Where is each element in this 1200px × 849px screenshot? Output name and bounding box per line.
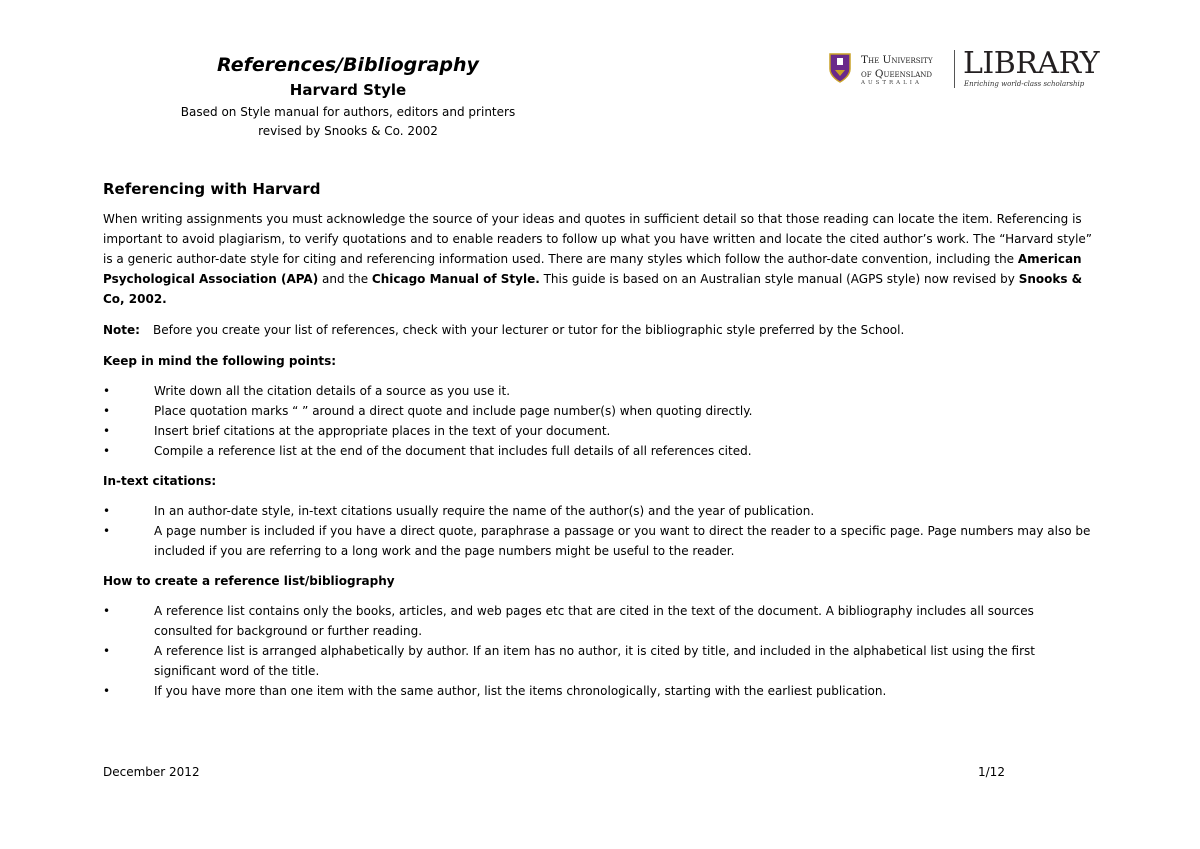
- footer-date: December 2012: [103, 765, 200, 779]
- page-number: 1/12: [978, 765, 1005, 779]
- list-item: [103, 641, 1093, 681]
- list-item-text: A reference list contains only the books, articles, and web pages etc that are cited in the text of the document. A bibliography includes all sources consulted for background or further reading.: [154, 604, 1034, 638]
- style-basis: [160, 103, 536, 141]
- keep-in-mind-heading: Keep in mind the following points:: [103, 354, 337, 368]
- library-tagline: Enriching world-class scholarship: [964, 80, 1085, 88]
- in-text-citations-list: [103, 501, 1093, 561]
- list-item: [103, 681, 1093, 701]
- list-item-text: If you have more than one item with the same author, list the items chronologically, starting with the earliest publication.: [154, 684, 887, 698]
- list-item: [103, 441, 1093, 461]
- bullet-icon: •: [103, 684, 111, 698]
- style-basis-line-1: Based on Style manual for authors, editors and printers: [180, 105, 516, 119]
- document-body: [103, 178, 1093, 711]
- list-item: [103, 421, 1093, 441]
- snooks-citation: Snooks & Co, 2002.: [103, 272, 1083, 306]
- library-wordmark: LIBRARY: [963, 46, 1100, 81]
- bullet-icon: •: [103, 504, 111, 518]
- list-item: [103, 501, 1093, 521]
- list-item-text: In an author-date style, in-text citations usually require the name of the author(s) and the year of publication.: [154, 504, 815, 518]
- document-subtitle: Harvard Style: [289, 81, 407, 99]
- document-header: [160, 53, 536, 141]
- note-text: Before you create your list of references, check with your lecturer or tutor for the bibliographic style preferred by the School.: [153, 323, 905, 337]
- reference-list-points: [103, 601, 1093, 701]
- bullet-icon: •: [103, 404, 111, 418]
- chicago-style-name: Chicago Manual of Style.: [371, 272, 540, 286]
- list-item-text: Compile a reference list at the end of the document that includes full details of all references cited.: [154, 444, 752, 458]
- university-country: AUSTRALIA: [861, 80, 922, 86]
- bullet-icon: •: [103, 384, 111, 398]
- university-name-line-1: The University: [861, 54, 933, 66]
- university-name: [861, 53, 933, 81]
- reference-list-heading: How to create a reference list/bibliography: [103, 574, 395, 588]
- bullet-icon: •: [103, 444, 111, 458]
- note-label: Note:: [103, 323, 140, 337]
- intro-text-part-1: When writing assignments you must acknowledge the source of your ideas and quotes in sufficient detail so that those reading can locate the item. Referencing is important to avoid plagiarism, to verify quotations and to enable readers to follow up what you have written and locate the cited author’s work. The “Harvard style” is a generic author-date style for citing and referencing information used. There are many styles which follow the author-date convention, including the: [103, 212, 1093, 266]
- intro-paragraph: [103, 209, 1093, 309]
- bullet-icon: •: [103, 644, 111, 658]
- bullet-icon: •: [103, 604, 111, 618]
- list-item-text: A page number is included if you have a direct quote, paraphrase a passage or you want to direct the reader to a specific page. Page numbers may also be included if you are referring to a long work and the page numbers might be useful to the reader.: [154, 524, 1091, 558]
- intro-text-and: and the: [318, 272, 372, 286]
- uq-library-logo: [828, 46, 1100, 90]
- list-item-text: A reference list is arranged alphabetically by author. If an item has no author, it is cited by title, and included in the alphabetical list using the first significant word of the title.: [154, 644, 1035, 678]
- list-item-text: Place quotation marks “ ” around a direct quote and include page number(s) when quoting directly.: [154, 404, 753, 418]
- in-text-citations-heading: In-text citations:: [103, 474, 217, 488]
- bullet-icon: •: [103, 424, 111, 438]
- list-item: [103, 381, 1093, 401]
- document-title: References/Bibliography: [217, 54, 479, 76]
- list-item-text: Write down all the citation details of a source as you use it.: [154, 384, 511, 398]
- uq-crest-icon: [828, 52, 852, 84]
- note-paragraph: [103, 320, 1093, 340]
- style-basis-line-2: revised by Snooks & Co. 2002: [258, 124, 438, 138]
- list-item: [103, 401, 1093, 421]
- university-name-line-2: of Queensland: [861, 68, 933, 80]
- section-heading: Referencing with Harvard: [103, 180, 321, 198]
- bullet-icon: •: [103, 524, 111, 538]
- apa-style-name: American Psychological Association (APA): [103, 252, 1082, 286]
- list-item: [103, 521, 1093, 561]
- keep-in-mind-list: [103, 381, 1093, 461]
- intro-text-part-2: This guide is based on an Australian style manual (AGPS style) now revised by: [539, 272, 1019, 286]
- list-item: [103, 601, 1093, 641]
- logo-divider: [954, 50, 955, 88]
- list-item-text: Insert brief citations at the appropriate places in the text of your document.: [154, 424, 611, 438]
